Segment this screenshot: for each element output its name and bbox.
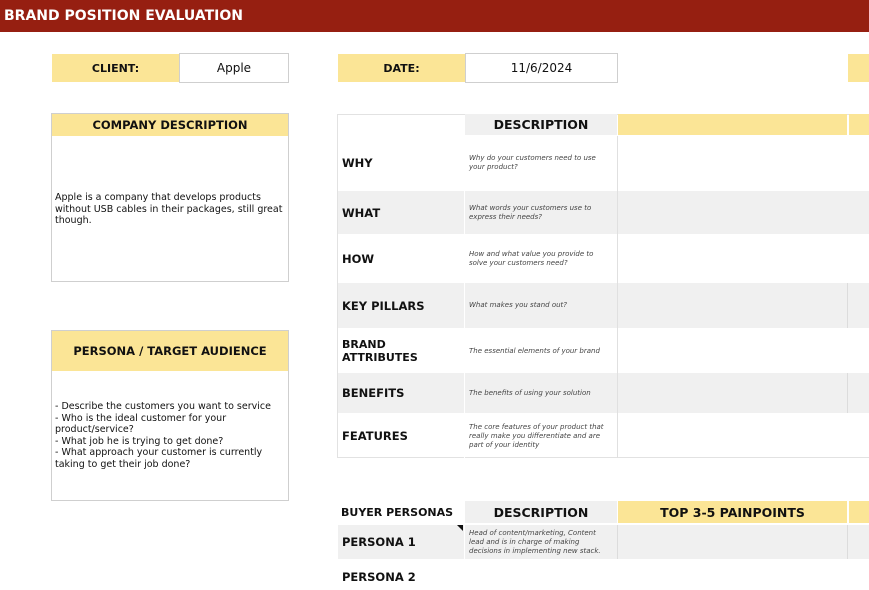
buyer-extra-header [849,501,869,523]
column-separator [617,525,618,559]
table-bottom-border [338,457,869,458]
date-field[interactable]: 11/6/2024 [465,53,618,83]
row-label-persona-1: PERSONA 1 [342,535,416,549]
row-label-features: FEATURES [342,429,408,443]
client-label: CLIENT: [52,54,179,82]
row-desc-benefits[interactable]: The benefits of using your solution [469,388,591,397]
buyer-personas-label: BUYER PERSONAS [341,505,454,519]
column-separator [847,283,848,328]
comment-indicator-icon[interactable] [457,525,463,531]
persona-text[interactable] [55,401,285,470]
row-label-how: HOW [342,251,375,266]
persona-line: - Who is the ideal customer for your product/service? [55,412,227,435]
row-label-why: WHY [342,156,373,170]
positioning-column-header [849,114,869,135]
extra-label-cell [848,54,869,82]
row-label-key-pillars: KEY PILLARS [342,298,425,313]
row-desc-features[interactable]: The core features of your product that really make you differentiate and are part of your identity [469,422,604,449]
row-desc-brand-attributes[interactable]: The essential elements of your brand [469,346,600,355]
persona-title: PERSONA / TARGET AUDIENCE [52,331,288,371]
row-desc-persona-1[interactable]: Head of content/marketing, Content lead and is in charge of making decisions in implementing new stack. [469,528,601,555]
buyer-painpoints-header: TOP 3-5 PAINPOINTS [618,501,847,523]
row-desc-why[interactable]: Why do your customers need to use your product? [469,154,596,171]
persona-line: - What approach your customer is currently taking to get their job done? [55,447,263,470]
row-label-benefits: BENEFITS [342,386,405,400]
row-label-brand-attributes: BRAND ATTRIBUTES [342,338,418,364]
row-label-persona-2: PERSONA 2 [342,570,416,584]
persona-line: - Describe the customers you want to service [55,401,271,412]
client-field[interactable]: Apple [179,53,289,83]
column-separator [617,136,618,458]
row-desc-key-pillars[interactable]: What makes you stand out? [469,301,568,309]
buyer-description-header: DESCRIPTION [465,501,617,523]
row-desc-what[interactable]: What words your customers use to express their needs? [469,203,592,221]
positioning-column-header [618,114,847,135]
company-description-title: COMPANY DESCRIPTION [52,114,288,136]
positioning-description-header: DESCRIPTION [465,114,617,135]
page-title: BRAND POSITION EVALUATION [4,8,243,24]
row-desc-how[interactable]: How and what value you provide to solve your customers need? [469,249,594,267]
column-separator [847,373,848,413]
row-label-what: WHAT [342,205,381,220]
persona-line: - What job he is trying to get done? [55,435,224,447]
column-separator [847,525,848,559]
date-label: DATE: [338,54,465,82]
company-description-text[interactable]: Apple is a company that develops products without USB cables in their packages, still great though. [55,192,283,226]
